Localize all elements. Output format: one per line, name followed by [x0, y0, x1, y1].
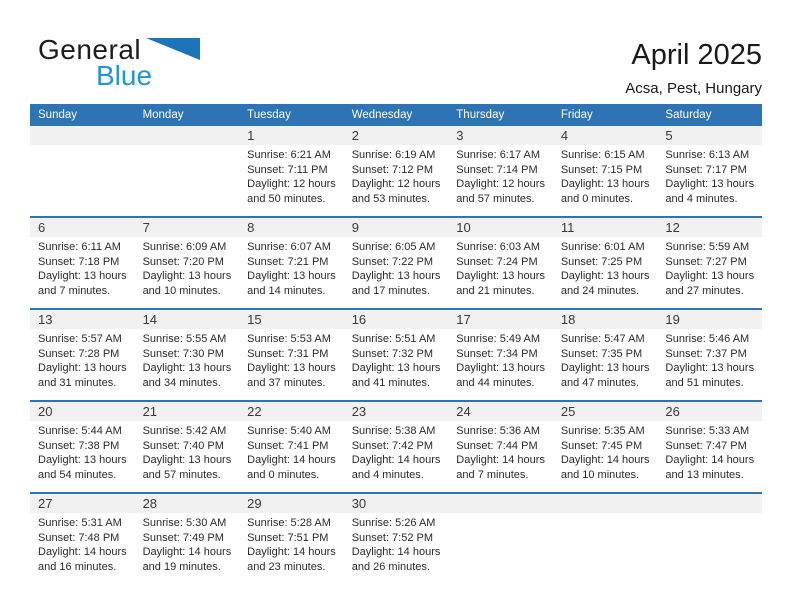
day-details [657, 237, 762, 298]
day-number: 29 [239, 494, 344, 513]
daylight-text: Daylight: 14 hours and 23 minutes. [247, 546, 336, 573]
day-number: 14 [135, 310, 240, 329]
day-details [135, 513, 240, 574]
day-number: 28 [135, 494, 240, 513]
day-number: 24 [448, 402, 553, 421]
sunrise-text: Sunrise: 5:26 AM [351, 517, 436, 529]
day-cell-29 [239, 494, 344, 584]
day-details [448, 237, 553, 298]
day-number [30, 126, 135, 145]
day-details [30, 329, 135, 390]
day-details [344, 329, 449, 390]
sunrise-text: Sunrise: 6:15 AM [560, 149, 645, 161]
sunset-text: Sunset: 7:31 PM [247, 347, 329, 360]
sunset-text: Sunset: 7:24 PM [456, 255, 538, 268]
day-details [30, 237, 135, 298]
daylight-text: Daylight: 13 hours and 17 minutes. [351, 270, 441, 297]
day-number: 3 [448, 126, 553, 145]
sunrise-text: Sunrise: 5:40 AM [247, 425, 331, 437]
day-details [30, 421, 135, 482]
day-cell-16 [344, 310, 449, 400]
day-details [657, 329, 762, 390]
day-number: 2 [344, 126, 449, 145]
sunset-text: Sunset: 7:21 PM [247, 255, 329, 268]
day-cell-18 [553, 310, 658, 400]
weekday-header-row [30, 104, 762, 126]
daylight-text: Daylight: 13 hours and 41 minutes. [351, 362, 441, 389]
day-number: 17 [448, 310, 553, 329]
daylight-text: Daylight: 13 hours and 54 minutes. [38, 454, 127, 481]
day-cell-23 [344, 402, 449, 492]
daylight-text: Daylight: 14 hours and 0 minutes. [247, 454, 336, 481]
daylight-text: Daylight: 12 hours and 53 minutes. [351, 178, 441, 205]
daylight-text: Daylight: 14 hours and 26 minutes. [351, 546, 441, 573]
daylight-text: Daylight: 13 hours and 7 minutes. [38, 270, 127, 297]
weekday-label-tuesday: Tuesday [247, 109, 291, 121]
day-number: 7 [135, 218, 240, 237]
sunset-text: Sunset: 7:51 PM [247, 531, 329, 544]
sunrise-text: Sunrise: 6:07 AM [247, 241, 331, 253]
week-row [30, 308, 762, 400]
daylight-text: Daylight: 13 hours and 4 minutes. [665, 178, 755, 205]
sunrise-text: Sunrise: 5:51 AM [351, 333, 436, 345]
day-details [239, 329, 344, 390]
weekday-label-wednesday: Wednesday [351, 109, 413, 121]
day-cell-17 [448, 310, 553, 400]
day-cell-11 [553, 218, 658, 308]
day-number: 6 [30, 218, 135, 237]
day-number: 12 [657, 218, 762, 237]
daylight-text: Daylight: 13 hours and 24 minutes. [560, 270, 650, 297]
day-number: 1 [239, 126, 344, 145]
day-number: 23 [344, 402, 449, 421]
day-details [135, 329, 240, 390]
week-row [30, 400, 762, 492]
daylight-text: Daylight: 13 hours and 37 minutes. [247, 362, 336, 389]
sunrise-text: Sunrise: 5:35 AM [560, 425, 645, 437]
day-number: 9 [344, 218, 449, 237]
sunrise-text: Sunrise: 6:03 AM [456, 241, 541, 253]
sunrise-text: Sunrise: 5:28 AM [247, 517, 331, 529]
day-number: 13 [30, 310, 135, 329]
day-number [657, 494, 762, 513]
day-number: 25 [553, 402, 658, 421]
daylight-text: Daylight: 13 hours and 10 minutes. [142, 270, 232, 297]
day-cell-20 [30, 402, 135, 492]
day-cell-26 [657, 402, 762, 492]
sunrise-text: Sunrise: 5:31 AM [38, 517, 122, 529]
day-cell-empty [135, 126, 240, 216]
sunset-text: Sunset: 7:49 PM [142, 531, 224, 544]
sunset-text: Sunset: 7:40 PM [142, 439, 224, 452]
day-number: 4 [553, 126, 658, 145]
sunrise-text: Sunrise: 5:38 AM [351, 425, 436, 437]
day-number: 19 [657, 310, 762, 329]
sunrise-text: Sunrise: 5:36 AM [456, 425, 541, 437]
page-location: Acsa, Pest, Hungary [625, 80, 762, 97]
sunrise-text: Sunrise: 6:09 AM [142, 241, 227, 253]
day-details [239, 237, 344, 298]
sunrise-text: Sunrise: 6:01 AM [560, 241, 645, 253]
sunrise-text: Sunrise: 5:59 AM [665, 241, 750, 253]
day-details [135, 421, 240, 482]
daylight-text: Daylight: 13 hours and 44 minutes. [456, 362, 545, 389]
day-cell-10 [448, 218, 553, 308]
weekday-label-friday: Friday [560, 109, 593, 121]
sunset-text: Sunset: 7:52 PM [351, 531, 434, 544]
sunrise-text: Sunrise: 5:49 AM [456, 333, 541, 345]
day-details [135, 237, 240, 298]
weekday-label-saturday: Saturday [665, 109, 712, 121]
day-cell-27 [30, 494, 135, 584]
sunrise-text: Sunrise: 5:30 AM [142, 517, 227, 529]
day-cell-15 [239, 310, 344, 400]
logo-text-blue: Blue [96, 60, 153, 91]
day-cell-empty [657, 494, 762, 584]
day-number: 8 [239, 218, 344, 237]
sunrise-text: Sunrise: 5:57 AM [38, 333, 122, 345]
day-cell-19 [657, 310, 762, 400]
daylight-text: Daylight: 14 hours and 4 minutes. [351, 454, 441, 481]
daylight-text: Daylight: 13 hours and 57 minutes. [142, 454, 232, 481]
sunset-text: Sunset: 7:48 PM [38, 531, 120, 544]
day-details [344, 513, 449, 574]
sunset-text: Sunset: 7:38 PM [38, 439, 120, 452]
sunrise-text: Sunrise: 5:46 AM [665, 333, 750, 345]
day-cell-empty [30, 126, 135, 216]
sunrise-text: Sunrise: 6:19 AM [351, 149, 436, 161]
sunset-text: Sunset: 7:41 PM [247, 439, 329, 452]
sunrise-text: Sunrise: 5:53 AM [247, 333, 331, 345]
day-cell-30 [344, 494, 449, 584]
week-row [30, 492, 762, 584]
sunset-text: Sunset: 7:32 PM [351, 347, 434, 360]
day-cell-25 [553, 402, 658, 492]
day-cell-14 [135, 310, 240, 400]
daylight-text: Daylight: 13 hours and 27 minutes. [665, 270, 755, 297]
day-cell-empty [448, 494, 553, 584]
general-blue-logo [38, 36, 238, 100]
day-details [657, 145, 762, 206]
daylight-text: Daylight: 13 hours and 34 minutes. [142, 362, 232, 389]
day-cell-8 [239, 218, 344, 308]
daylight-text: Daylight: 13 hours and 21 minutes. [456, 270, 545, 297]
sunset-text: Sunset: 7:18 PM [38, 255, 120, 268]
day-details [344, 421, 449, 482]
sunset-text: Sunset: 7:14 PM [456, 163, 538, 176]
daylight-text: Daylight: 13 hours and 47 minutes. [560, 362, 650, 389]
day-details [344, 145, 449, 206]
week-row [30, 126, 762, 216]
day-number [553, 494, 658, 513]
sunrise-text: Sunrise: 6:21 AM [247, 149, 331, 161]
sunset-text: Sunset: 7:15 PM [560, 163, 643, 176]
sunset-text: Sunset: 7:25 PM [560, 255, 643, 268]
day-number: 21 [135, 402, 240, 421]
sunrise-text: Sunrise: 6:17 AM [456, 149, 541, 161]
day-number [448, 494, 553, 513]
sunset-text: Sunset: 7:47 PM [665, 439, 747, 452]
day-number: 11 [553, 218, 658, 237]
daylight-text: Daylight: 14 hours and 16 minutes. [38, 546, 127, 573]
page-header [625, 38, 762, 97]
sunset-text: Sunset: 7:44 PM [456, 439, 538, 452]
day-number: 27 [30, 494, 135, 513]
sunset-text: Sunset: 7:28 PM [38, 347, 120, 360]
sunset-text: Sunset: 7:17 PM [665, 163, 747, 176]
day-cell-7 [135, 218, 240, 308]
daylight-text: Daylight: 13 hours and 31 minutes. [38, 362, 127, 389]
daylight-text: Daylight: 14 hours and 10 minutes. [560, 454, 650, 481]
sunset-text: Sunset: 7:12 PM [351, 163, 434, 176]
day-details [448, 145, 553, 206]
day-number: 22 [239, 402, 344, 421]
weekday-label-thursday: Thursday [456, 109, 505, 121]
daylight-text: Daylight: 12 hours and 57 minutes. [456, 178, 545, 205]
day-details [448, 329, 553, 390]
day-details [553, 237, 658, 298]
daylight-text: Daylight: 14 hours and 13 minutes. [665, 454, 755, 481]
day-number: 18 [553, 310, 658, 329]
day-cell-5 [657, 126, 762, 216]
day-cell-9 [344, 218, 449, 308]
daylight-text: Daylight: 13 hours and 14 minutes. [247, 270, 336, 297]
day-number: 15 [239, 310, 344, 329]
day-cell-22 [239, 402, 344, 492]
day-details [553, 421, 658, 482]
day-number: 16 [344, 310, 449, 329]
day-details [553, 329, 658, 390]
day-details [448, 421, 553, 482]
day-cell-3 [448, 126, 553, 216]
day-cell-12 [657, 218, 762, 308]
weekday-label-sunday: Sunday [38, 109, 78, 121]
day-cell-4 [553, 126, 658, 216]
day-details [553, 145, 658, 206]
sunset-text: Sunset: 7:35 PM [560, 347, 643, 360]
day-details [239, 421, 344, 482]
sunrise-text: Sunrise: 5:33 AM [665, 425, 750, 437]
day-cell-28 [135, 494, 240, 584]
daylight-text: Daylight: 13 hours and 0 minutes. [560, 178, 650, 205]
day-cell-24 [448, 402, 553, 492]
logo-triangle-icon [146, 38, 202, 64]
weekday-label-monday: Monday [142, 109, 184, 121]
sunset-text: Sunset: 7:27 PM [665, 255, 747, 268]
daylight-text: Daylight: 14 hours and 7 minutes. [456, 454, 545, 481]
sunset-text: Sunset: 7:37 PM [665, 347, 747, 360]
day-number: 26 [657, 402, 762, 421]
day-details [239, 513, 344, 574]
sunset-text: Sunset: 7:42 PM [351, 439, 434, 452]
page-title: April 2025 [631, 39, 762, 71]
sunset-text: Sunset: 7:20 PM [142, 255, 224, 268]
day-details [30, 513, 135, 574]
day-number: 20 [30, 402, 135, 421]
day-number: 30 [344, 494, 449, 513]
sunset-text: Sunset: 7:22 PM [351, 255, 434, 268]
daylight-text: Daylight: 12 hours and 50 minutes. [247, 178, 336, 205]
day-number: 5 [657, 126, 762, 145]
sunrise-text: Sunrise: 5:42 AM [142, 425, 227, 437]
daylight-text: Daylight: 13 hours and 51 minutes. [665, 362, 755, 389]
sunrise-text: Sunrise: 5:55 AM [142, 333, 227, 345]
day-number: 10 [448, 218, 553, 237]
day-details [239, 145, 344, 206]
day-cell-1 [239, 126, 344, 216]
logo-text-general: General [38, 34, 142, 65]
day-details [657, 421, 762, 482]
week-row [30, 216, 762, 308]
sunset-text: Sunset: 7:30 PM [142, 347, 224, 360]
day-number [135, 126, 240, 145]
day-cell-6 [30, 218, 135, 308]
day-cell-13 [30, 310, 135, 400]
day-cell-2 [344, 126, 449, 216]
sunrise-text: Sunrise: 5:44 AM [38, 425, 122, 437]
calendar-weeks [30, 126, 762, 584]
sunrise-text: Sunrise: 6:05 AM [351, 241, 436, 253]
sunrise-text: Sunrise: 6:13 AM [665, 149, 750, 161]
day-cell-21 [135, 402, 240, 492]
sunrise-text: Sunrise: 5:47 AM [560, 333, 645, 345]
sunrise-text: Sunrise: 6:11 AM [38, 241, 121, 253]
sunset-text: Sunset: 7:34 PM [456, 347, 538, 360]
day-details [344, 237, 449, 298]
sunset-text: Sunset: 7:45 PM [560, 439, 643, 452]
calendar [30, 104, 762, 584]
day-cell-empty [553, 494, 658, 584]
sunset-text: Sunset: 7:11 PM [247, 163, 328, 176]
daylight-text: Daylight: 14 hours and 19 minutes. [142, 546, 232, 573]
